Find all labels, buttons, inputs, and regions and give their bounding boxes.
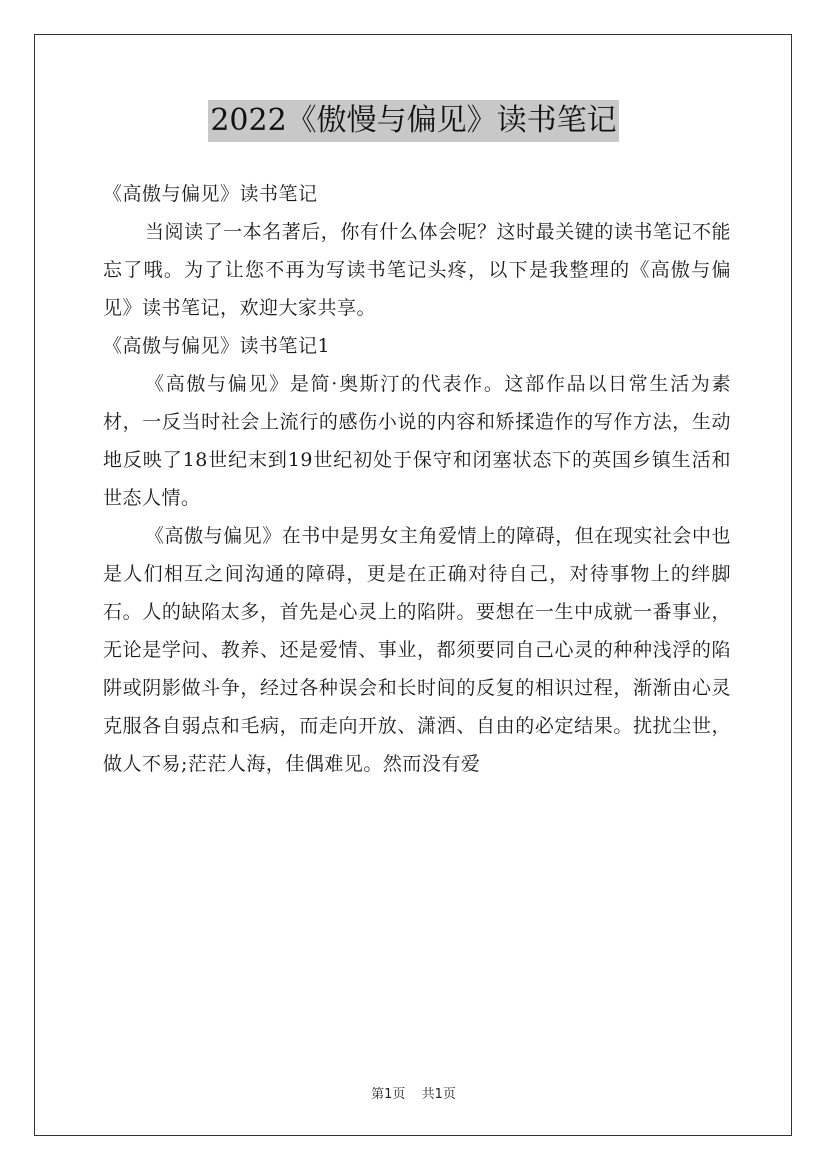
intro-paragraph: 当阅读了一本名著后，你有什么体会呢？这时最关键的读书笔记不能忘了哦。为了让您不再为写读书笔记头疼，以下是我整理的《高傲与偏见》读书笔记，欢迎大家共享。 (103, 221, 731, 319)
body-paragraph-2: 《高傲与偏见》在书中是男女主角爱情上的障碍，但在现实社会中也是人们相互之间沟通的障碍，更是在正确对待自己，对待事物上的绊脚石。人的缺陷太多，首先是心灵上的陷阱。要想在一生中成就一番事业，无论是学问、教养、还是爱情、事业，都须要同自己心灵的种种浅浮的陷阱或阴影做斗争，经过各种误会和长时间的反复的相识过程，渐渐由心灵克服各自弱点和毛病，而走向开放、潇洒、自由的必定结果。扰扰尘世，做人不易;茫茫人海，佳偶难见。然而没有爱 (103, 525, 731, 775)
page-number: 第1页 (371, 1087, 406, 1102)
section-heading: 《高傲与偏见》读书笔记1 (103, 335, 331, 357)
document-title: 2022《傲慢与偏见》读书笔记 (208, 100, 618, 142)
page-footer (0, 1083, 827, 1102)
page-total: 共1页 (421, 1087, 456, 1102)
title-container (0, 100, 827, 142)
document-body (103, 175, 731, 783)
body-paragraph-1: 《高傲与偏见》是简·奥斯汀的代表作。这部作品以日常生活为素材，一反当时社会上流行的感伤小说的内容和矫揉造作的写作方法，生动地反映了18世纪末到19世纪初处于保守和闭塞状态下的英国乡镇生活和世态人情。 (103, 373, 731, 509)
document-subtitle: 《高傲与偏见》读书笔记 (103, 183, 318, 205)
